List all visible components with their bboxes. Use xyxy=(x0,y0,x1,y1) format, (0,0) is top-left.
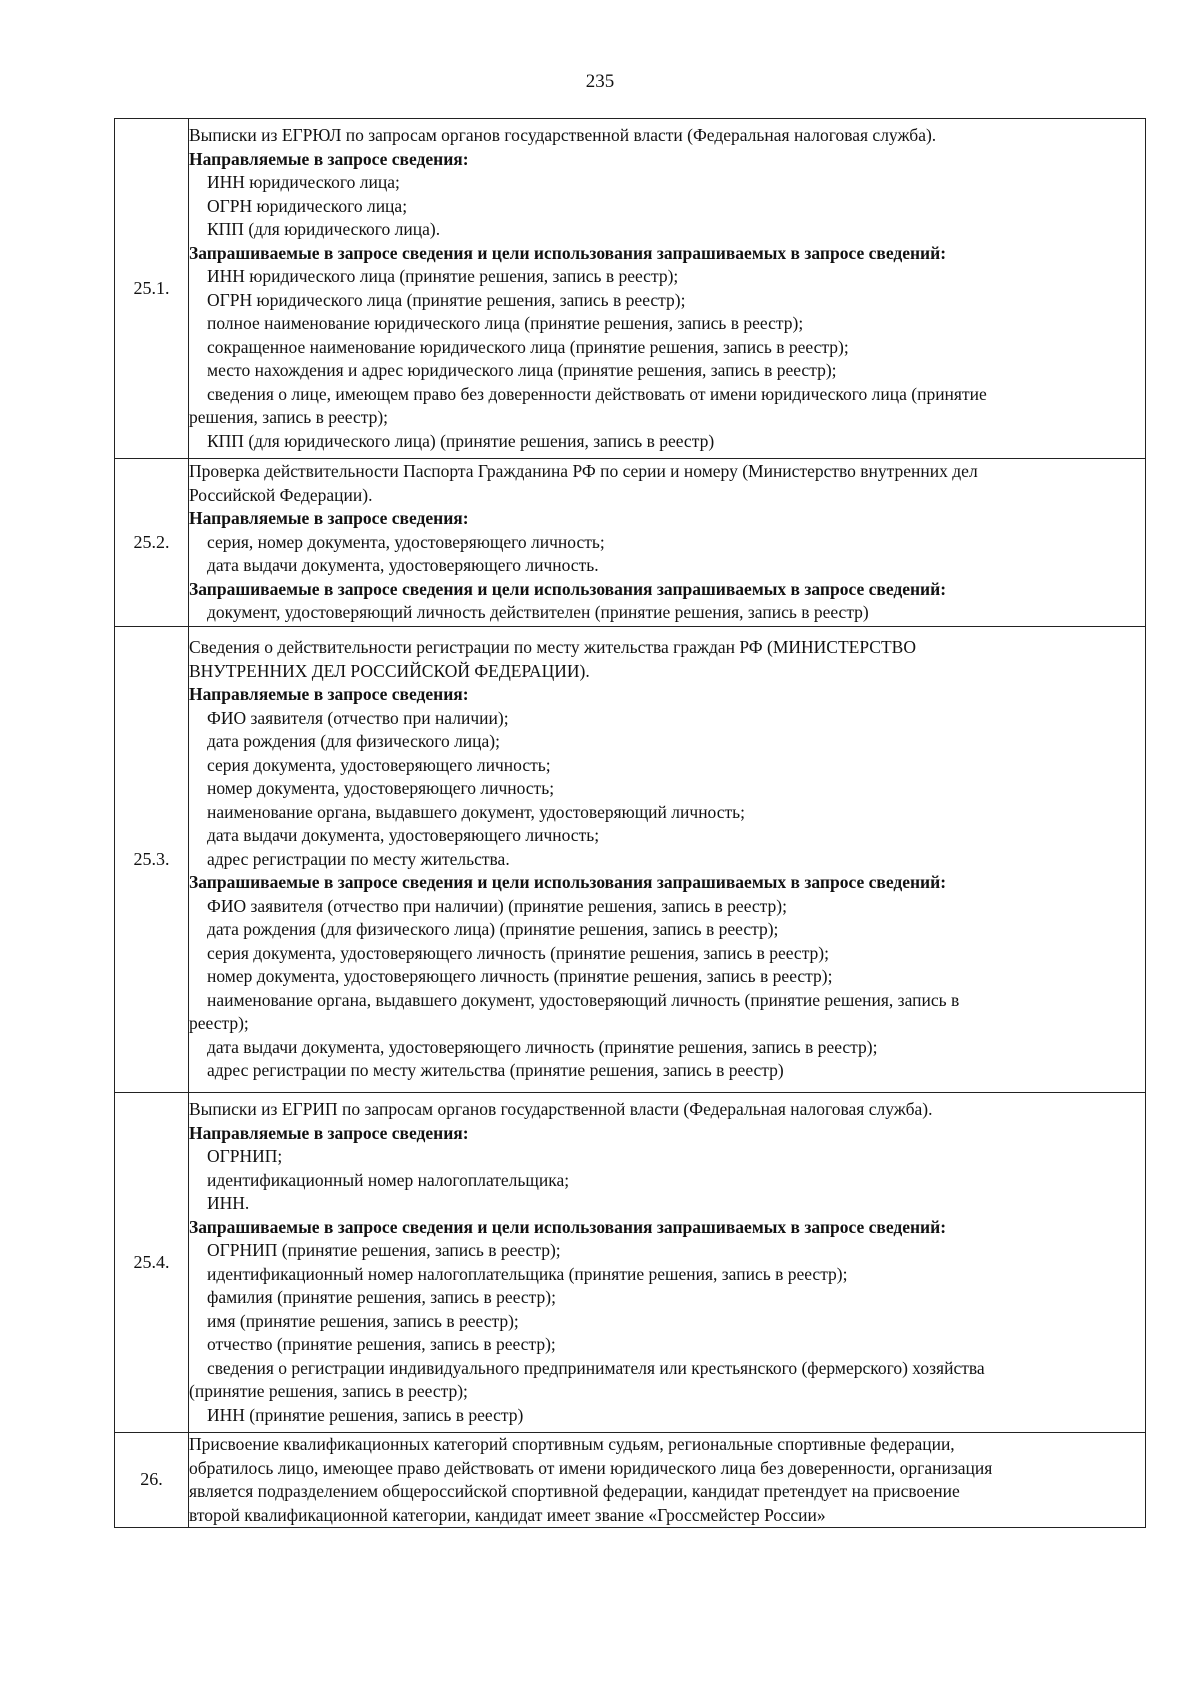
content-line: имя (принятие решения, запись в реестр); xyxy=(207,1310,519,1331)
content-line: Выписки из ЕГРЮЛ по запросам органов государственной власти (Федеральная налоговая служба). xyxy=(189,125,937,145)
row-number: 25.1. xyxy=(115,119,189,459)
section-heading: Запрашиваемые в запросе сведения и цели использования запрашиваемых в запросе сведений: xyxy=(189,1216,947,1237)
content-line: обратилось лицо, имеющее право действовать от имени юридического лица без доверенности, организация xyxy=(189,1457,993,1478)
content-line: идентификационный номер налогоплательщика; xyxy=(207,1169,570,1190)
content-line: ОГРНИП; xyxy=(207,1146,283,1166)
content-line: наименование органа, выдавшего документ, удостоверяющий личность; xyxy=(207,801,745,822)
content-line: ВНУТРЕННИХ ДЕЛ РОССИЙСКОЙ ФЕДЕРАЦИИ). xyxy=(189,660,590,681)
content-line: дата рождения (для физического лица) (принятие решения, запись в реестр); xyxy=(207,919,779,940)
section-heading: Направляемые в запросе сведения: xyxy=(189,148,469,169)
table-row xyxy=(115,1093,1146,1433)
content-line: ОГРНИП (принятие решения, запись в реестр); xyxy=(207,1240,561,1260)
content-line: сокращенное наименование юридического лица (принятие решения, запись в реестр); xyxy=(207,336,849,357)
content-line: КПП (для юридического лица). xyxy=(207,219,441,239)
row-content xyxy=(189,459,1146,627)
section-heading: Запрашиваемые в запросе сведения и цели использования запрашиваемых в запросе сведений: xyxy=(189,242,947,263)
content-line: фамилия (принятие решения, запись в реестр); xyxy=(207,1287,556,1307)
content-line: адрес регистрации по месту жительства. xyxy=(207,848,510,869)
content-line: Присвоение квалификационных категорий спортивным судьям, региональные спортивные федерации, xyxy=(189,1434,955,1454)
row-content xyxy=(189,119,1146,459)
section-heading: Направляемые в запросе сведения: xyxy=(189,684,469,705)
content-line: Российской Федерации). xyxy=(189,484,373,505)
content-line: Проверка действительности Паспорта Гражданина РФ по серии и номеру (Министерство внутренних дел xyxy=(189,461,978,482)
content-line: дата рождения (для физического лица); xyxy=(207,731,500,752)
content-line: КПП (для юридического лица) (принятие решения, запись в реестр) xyxy=(207,430,715,451)
section-heading: Направляемые в запросе сведения: xyxy=(189,508,469,529)
content-line: ФИО заявителя (отчество при наличии); xyxy=(207,707,509,728)
content-line: полное наименование юридического лица (принятие решения, запись в реестр); xyxy=(207,313,804,333)
content-line: серия, номер документа, удостоверяющего личность; xyxy=(207,531,605,552)
content-line: ОГРН юридического лица; xyxy=(207,195,408,216)
content-line: место нахождения и адрес юридического лица (принятие решения, запись в реестр); xyxy=(207,360,837,380)
content-line: дата выдачи документа, удостоверяющего личность (принятие решения, запись в реестр); xyxy=(207,1036,878,1057)
row-number: 26. xyxy=(115,1433,189,1528)
section-heading: Направляемые в запросе сведения: xyxy=(189,1122,469,1143)
table-row xyxy=(115,119,1146,459)
table-row xyxy=(115,627,1146,1093)
content-line: дата выдачи документа, удостоверяющего личность. xyxy=(207,555,599,576)
section-heading: Запрашиваемые в запросе сведения и цели использования запрашиваемых в запросе сведений: xyxy=(189,872,947,893)
row-content xyxy=(189,1093,1146,1433)
content-line: идентификационный номер налогоплательщика (принятие решения, запись в реестр); xyxy=(207,1263,848,1284)
content-line: ИНН юридического лица (принятие решения, запись в реестр); xyxy=(207,266,679,286)
row-content xyxy=(189,1433,1146,1528)
content-line: является подразделением общероссийской спортивной федерации, кандидат претендует на присвоение xyxy=(189,1481,960,1501)
content-line: документ, удостоверяющий личность действителен (принятие решения, запись в реестр) xyxy=(207,602,869,623)
content-line: второй квалификационной категории, кандидат имеет звание «Гроссмейстер России» xyxy=(189,1504,826,1525)
content-line: наименование органа, выдавшего документ, удостоверяющий личность (принятие решения, запись в xyxy=(207,989,960,1010)
content-line: Сведения о действительности регистрации по месту жительства граждан РФ (МИНИСТЕРСТВО xyxy=(189,637,916,658)
content-line: (принятие решения, запись в реестр); xyxy=(189,1381,468,1401)
section-heading: Запрашиваемые в запросе сведения и цели использования запрашиваемых в запросе сведений: xyxy=(189,578,947,599)
content-line: ИНН юридического лица; xyxy=(207,172,400,192)
table-row xyxy=(115,1433,1146,1528)
content-line: сведения о регистрации индивидуального предпринимателя или крестьянского (фермерского) хозяйства xyxy=(207,1357,985,1378)
content-line: ОГРН юридического лица (принятие решения, запись в реестр); xyxy=(207,289,686,310)
row-number: 25.3. xyxy=(115,627,189,1093)
content-line: серия документа, удостоверяющего личность (принятие решения, запись в реестр); xyxy=(207,942,830,963)
content-line: реестр); xyxy=(189,1013,249,1034)
content-line: ИНН. xyxy=(207,1193,250,1213)
row-number: 25.2. xyxy=(115,459,189,627)
table-row xyxy=(115,459,1146,627)
content-line: ФИО заявителя (отчество при наличии) (принятие решения, запись в реестр); xyxy=(207,895,787,916)
content-line: серия документа, удостоверяющего личность; xyxy=(207,754,551,775)
requirements-table xyxy=(114,118,1146,1528)
content-line: ИНН (принятие решения, запись в реестр) xyxy=(207,1404,524,1425)
content-line: дата выдачи документа, удостоверяющего личность; xyxy=(207,825,600,846)
content-line: номер документа, удостоверяющего личность (принятие решения, запись в реестр); xyxy=(207,966,833,987)
content-line: сведения о лице, имеющем право без доверенности действовать от имени юридического лица (принятие xyxy=(207,383,987,404)
page-number: 235 xyxy=(585,71,615,92)
table-body xyxy=(115,119,1146,1528)
content-line: Выписки из ЕГРИП по запросам органов государственной власти (Федеральная налоговая служба). xyxy=(189,1099,933,1119)
content-line: адрес регистрации по месту жительства (принятие решения, запись в реестр) xyxy=(207,1060,784,1081)
row-content xyxy=(189,627,1146,1093)
row-number: 25.4. xyxy=(115,1093,189,1433)
content-line: номер документа, удостоверяющего личность; xyxy=(207,778,555,799)
content-line: решения, запись в реестр); xyxy=(189,407,389,427)
content-line: отчество (принятие решения, запись в реестр); xyxy=(207,1334,556,1354)
